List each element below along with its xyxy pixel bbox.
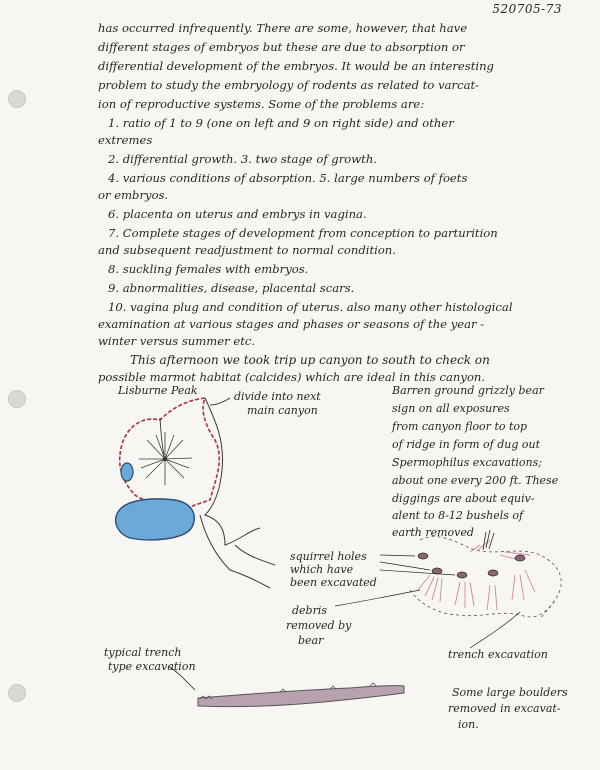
- note-line: of ridge in form of dug out: [392, 438, 541, 451]
- text-line: winter versus summer etc.: [98, 334, 256, 348]
- list-item: 2. differential growth. 3. two stage of growth.: [108, 152, 377, 166]
- text-line: extremes: [98, 133, 153, 147]
- text-line: has occurred infrequently. There are some, however, that have: [98, 21, 468, 35]
- text-line: and subsequent readjustment to normal condition.: [98, 243, 396, 257]
- note-line: earth removed: [392, 526, 474, 539]
- note-line: about one every 200 ft. These: [392, 474, 559, 487]
- holes-label: squirrel holes: [290, 550, 367, 563]
- list-item: 9. abnormalities, disease, placental scars.: [108, 281, 355, 295]
- boulders-label: removed in excavat-: [448, 702, 561, 715]
- debris-label: debris: [292, 604, 328, 617]
- list-item: 8. suckling females with embryos.: [108, 262, 309, 276]
- list-item: 1. ratio of 1 to 9 (one on left and 9 on right side) and other: [108, 116, 454, 130]
- divide-label-2: main canyon: [247, 404, 318, 417]
- text-line: examination at various stages and phases or seasons of the year -: [98, 317, 485, 331]
- note-line: Spermophilus excavations;: [392, 456, 542, 469]
- holes-label: which have: [290, 563, 354, 576]
- text-line: possible marmot habitat (calcides) which are ideal in this canyon.: [98, 370, 486, 384]
- holes-label: been excavated: [290, 576, 377, 589]
- boulders-label: Some large boulders: [452, 686, 568, 699]
- canyon-map: [116, 398, 275, 588]
- text-line: problem to study the embryology of rodents as related to varcat-: [98, 78, 480, 92]
- text-line: This afternoon we took trip up canyon to south to check on: [130, 353, 490, 367]
- list-item: 6. placenta on uterus and embrys in vagina.: [108, 207, 367, 221]
- debris-label: removed by: [286, 619, 352, 632]
- note-line: diggings are about equiv-: [392, 492, 535, 505]
- typical-label: type excavation: [108, 660, 196, 673]
- trench-label: trench excavation: [448, 648, 548, 661]
- text-line: differential development of the embryos. It would be an interesting: [98, 59, 494, 73]
- note-line: alent to 8-12 bushels of: [392, 509, 524, 522]
- text-line: different stages of embryos but these are due to absorption or: [98, 40, 465, 54]
- note-line: Barren ground grizzly bear: [392, 384, 544, 397]
- list-item: 10. vagina plug and condition of uterus. also many other histological: [108, 300, 513, 314]
- note-line: from canyon floor to top: [392, 420, 528, 433]
- boulders-label: ion.: [458, 718, 479, 731]
- note-line: sign on all exposures: [392, 402, 510, 415]
- list-item: 4. various conditions of absorption. 5. large numbers of foets: [108, 171, 468, 185]
- divide-label: divide into next: [234, 390, 321, 403]
- page-reference-number: 520705-73: [492, 2, 562, 16]
- trench-sketch: [335, 530, 561, 648]
- peak-label: Lisburne Peak: [118, 384, 198, 397]
- text-line: ion of reproductive systems. Some of the problems are:: [98, 97, 425, 111]
- typical-label: typical trench: [104, 646, 182, 659]
- debris-label: bear: [298, 634, 324, 647]
- list-item: 7. Complete stages of development from conception to parturition: [108, 226, 498, 240]
- trench-profile: [168, 666, 404, 707]
- text-line: or embryos.: [98, 188, 169, 202]
